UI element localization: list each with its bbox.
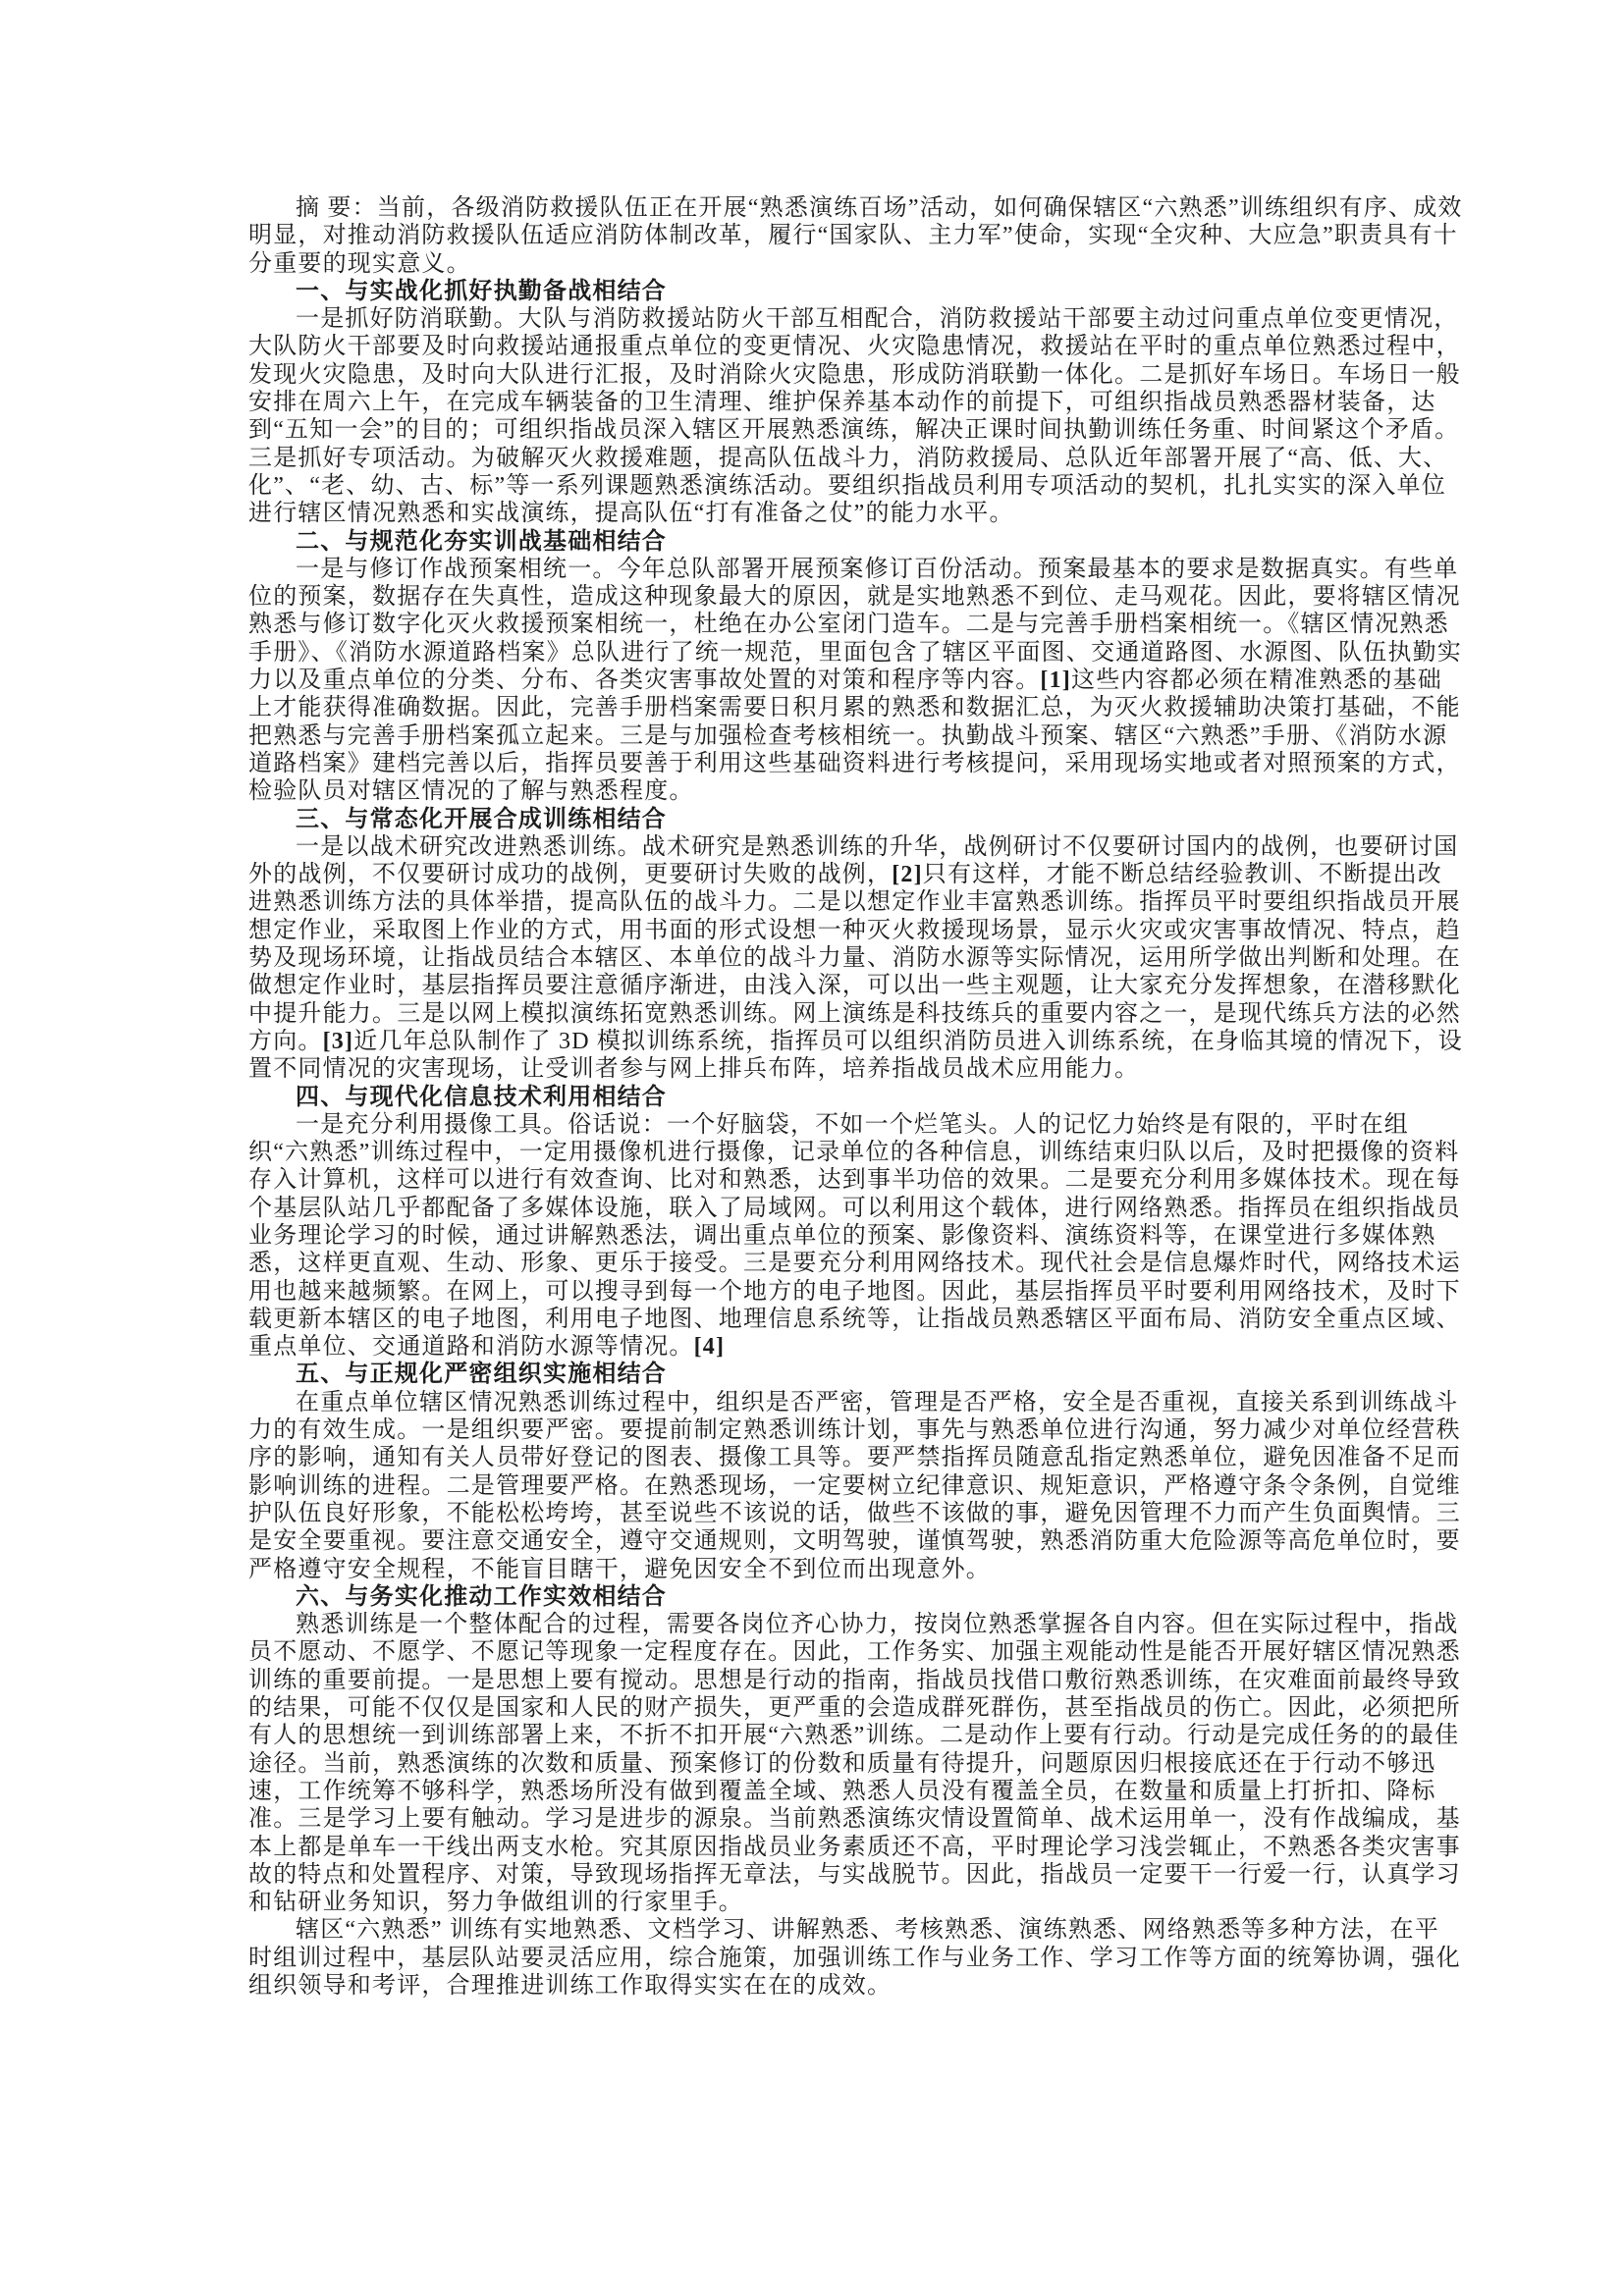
citation-marker: [3] — [322, 1028, 354, 1054]
text-run: 辖区“六熟悉” 训练有实地熟悉、文档学习、讲解熟悉、考核熟悉、演练熟悉、网络熟悉等多种方法，在平时组训过程中，基层队站要灵活应用，综合施策，加强训练工作与业务工作、学习工作等方面的统筹协调，强化组织领导和考评，合理推进训练工作取得实实在在的成效。 — [248, 1917, 1461, 1999]
document-body — [248, 194, 1464, 2000]
section-heading: 一、与实战化抓好执勤备战相结合 — [296, 277, 667, 304]
citation-marker: [1] — [1040, 667, 1071, 694]
section-heading: 五、与正规化严密组织实施相结合 — [296, 1361, 667, 1388]
text-run: 近几年总队制作了 3D 模拟训练系统，指挥员可以组织消防员进入训练系统，在身临其境的情况下，设置不同情况的灾害现场，让受训者参与网上排兵布阵，培养指战员战术应用能力。 — [248, 1028, 1463, 1083]
text-run: 一是以战术研究改进熟悉训练。战术研究是熟悉训练的升华，战例研讨不仅要研讨国内的战例，也要研讨国外的战例，不仅要研讨成功的战例，更要研讨失败的战例， — [248, 833, 1459, 888]
paragraph — [248, 1611, 1464, 1916]
paragraph — [248, 1389, 1464, 1583]
paragraph — [248, 305, 1464, 527]
section-heading: 六、与务实化推动工作实效相结合 — [296, 1582, 667, 1610]
paragraph — [248, 194, 1464, 278]
paragraph — [248, 556, 1464, 806]
section-heading: 三、与常态化开展合成训练相结合 — [296, 805, 667, 832]
section-heading: 四、与现代化信息技术利用相结合 — [296, 1083, 667, 1110]
text-run: 在重点单位辖区情况熟悉训练过程中，组织是否严密，管理是否严格，安全是否重视，直接关系到训练战斗力的有效生成。一是组织要严密。要提前制定熟悉训练计划，事先与熟悉单位进行沟通，努力减少对单位经营秩序的影响，通知有关人员带好登记的图表、摄像工具等。要严禁指挥员随意乱指定熟悉单位，避免因准备不足而影响训练的进程。二是管理要严格。在熟悉现场，一定要树立纪律意识、规矩意识，严格遵守条令条例，自觉维护队伍良好形象，不能松松垮垮，甚至说些不该说的话，做些不该做的事，避免因管理不力而产生负面舆情。三是安全要重视。要注意交通安全，遵守交通规则，文明驾驶，谨慎驾驶，熟悉消防重大危险源等高危单位时，要严格遵守安全规程，不能盲目瞎干，避免因安全不到位而出现意外。 — [248, 1389, 1461, 1582]
citation-marker: [4] — [693, 1334, 726, 1361]
paragraph — [248, 833, 1464, 1084]
text-run: 一是与修订作战预案相统一。今年总队部署开展预案修订百份活动。预案最基本的要求是数据真实。有些单位的预案，数据存在失真性，造成这种现象最大的原因，就是实地熟悉不到位、走马观花。因此，要将辖区情况熟悉与修订数字化灭火救援预案相统一，杜绝在办公室闭门造车。二是与完善手册档案相统一。《辖区情况熟悉手册》、《消防水源道路档案》总队进行了统一规范，里面包含了辖区平面图、交通道路图、水源图、队伍执勤实力以及重点单位的分类、分布、各类灾害事故处置的对策和程序等内容。 — [248, 556, 1462, 694]
paragraph — [248, 1916, 1464, 2000]
citation-marker: [2] — [892, 862, 923, 888]
text-run: 一是充分利用摄像工具。俗话说：一个好脑袋，不如一个烂笔头。人的记忆力始终是有限的，平时在组织“六熟悉”训练过程中，一定用摄像机进行摄像，记录单位的各种信息，训练结束归队以后，及时把摄像的资料存入计算机，这样可以进行有效查询、比对和熟悉，达到事半功倍的效果。二是要充分利用多媒体技术。现在每个基层队站几乎都配备了多媒体设施，联入了局域网。可以利用这个载体，进行网络熟悉。指挥员在组织指战员业务理论学习的时候，通过讲解熟悉法，调出重点单位的预案、影像资料、演练资料等，在课堂进行多媒体熟悉，这样更直观、生动、形象、更乐于接受。三是要充分利用网络技术。现代社会是信息爆炸时代，网络技术运用也越来越频繁。在网上，可以搜寻到每一个地方的电子地图。因此，基层指挥员平时要利用网络技术，及时下载更新本辖区的电子地图，利用电子地图、地理信息系统等，让指战员熟悉辖区平面布局、消防安全重点区域、重点单位、交通道路和消防水源等情况。 — [248, 1111, 1461, 1361]
text-run: 这些内容都必须在精准熟悉的基础上才能获得准确数据。因此，完善手册档案需要日积月累的熟悉和数据汇总，为灭火救援辅助决策打基础，不能把熟悉与完善手册档案孤立起来。三是与加强检查考核相统一。执勤战斗预案、辖区“六熟悉”手册、《消防水源道路档案》建档完善以后，指挥员要善于利用这些基础资料进行考核提问，采用现场实地或者对照预案的方式，检验队员对辖区情况的了解与熟悉程度。 — [248, 667, 1461, 805]
text-run: 只有这样，才能不断总结经验教训、不断提出改进熟悉训练方法的具体举措，提高队伍的战斗力。二是以想定作业丰富熟悉训练。指挥员平时要组织指战员开展想定作业，采取图上作业的方式，用书面的形式设想一种灭火救援现场景，显示火灾或灾害事故情况、特点，趋势及现场环境，让指战员结合本辖区、本单位的战斗力量、消防水源等实际情况，运用所学做出判断和处理。在做想定作业时，基层指挥员要注意循序渐进，由浅入深，可以出一些主观题，让大家充分发挥想象，在潜移默化中提升能力。三是以网上模拟演练拓宽熟悉训练。网上演练是科技练兵的重要内容之一，是现代练兵方法的必然方向。 — [248, 862, 1461, 1054]
text-run: 熟悉训练是一个整体配合的过程，需要各岗位齐心协力，按岗位熟悉掌握各自内容。但在实际过程中，指战员不愿动、不愿学、不愿记等现象一定程度存在。因此，工作务实、加强主观能动性是能否开展好辖区情况熟悉训练的重要前提。一是思想上要有搅动。思想是行动的指南，指战员找借口敷衍熟悉训练，在灾难面前最终导致的结果，可能不仅仅是国家和人民的财产损失，更严重的会造成群死群伤，甚至指战员的伤亡。因此，必须把所有人的思想统一到训练部署上来，不折不扣开展“六熟悉”训练。二是动作上要有行动。行动是完成任务的的最佳途径。当前，熟悉演练的次数和质量、预案修订的份数和质量有待提升，问题原因归根接底还在于行动不够迅速，工作统筹不够科学，熟悉场所没有做到覆盖全域、熟悉人员没有覆盖全员，在数量和质量上打折扣、降标准。三是学习上要有触动。学习是进步的源泉。当前熟悉演练灾情设置简单、战术运用单一，没有作战编成，基本上都是单车一干线出两支水枪。究其原因指战员业务素质还不高，平时理论学习浅尝辄止，不熟悉各类灾害事故的特点和处置程序、对策，导致现场指挥无章法，与实战脱节。因此，指战员一定要干一行爱一行，认真学习和钻研业务知识，努力争做组训的行家里手。 — [248, 1612, 1461, 1916]
section-heading: 二、与规范化夯实训战基础相结合 — [296, 527, 667, 555]
paragraph — [248, 1111, 1464, 1362]
text-run: 一是抓好防消联勤。大队与消防救援站防火干部互相配合，消防救援站干部要主动过问重点单位变更情况，大队防火干部要及时向救援站通报重点单位的变更情况、火灾隐患情况，救援站在平时的重点单位熟悉过程中，发现火灾隐患，及时向大队进行汇报，及时消除火灾隐患，形成防消联勤一体化。二是抓好车场日。车场日一般安排在周六上午，在完成车辆装备的卫生清理、维护保养基本动作的前提下，可组织指战员熟悉器材装备，达到“五知一会”的目的；可组织指战员深入辖区开展熟悉演练，解决正课时间执勤训练任务重、时间紧这个矛盾。三是抓好专项活动。为破解灭火救援难题，提高队伍战斗力，消防救援局、总队近年部署开展了“高、低、大、化”、“老、幼、古、标”等一系列课题熟悉演练活动。要组织指战员利用专项活动的契机，扎扎实实的深入单位进行辖区情况熟悉和实战演练，提高队伍“打有准备之仗”的能力水平。 — [248, 306, 1461, 527]
text-run: 摘 要：当前，各级消防救援队伍正在开展“熟悉演练百场”活动，如何确保辖区“六熟悉”训练组织有序、成效明显，对推动消防救援队伍适应消防体制改革，履行“国家队、主力军”使命，实现“全灾种、大应急”职责具有十分重要的现实意义。 — [248, 195, 1463, 277]
